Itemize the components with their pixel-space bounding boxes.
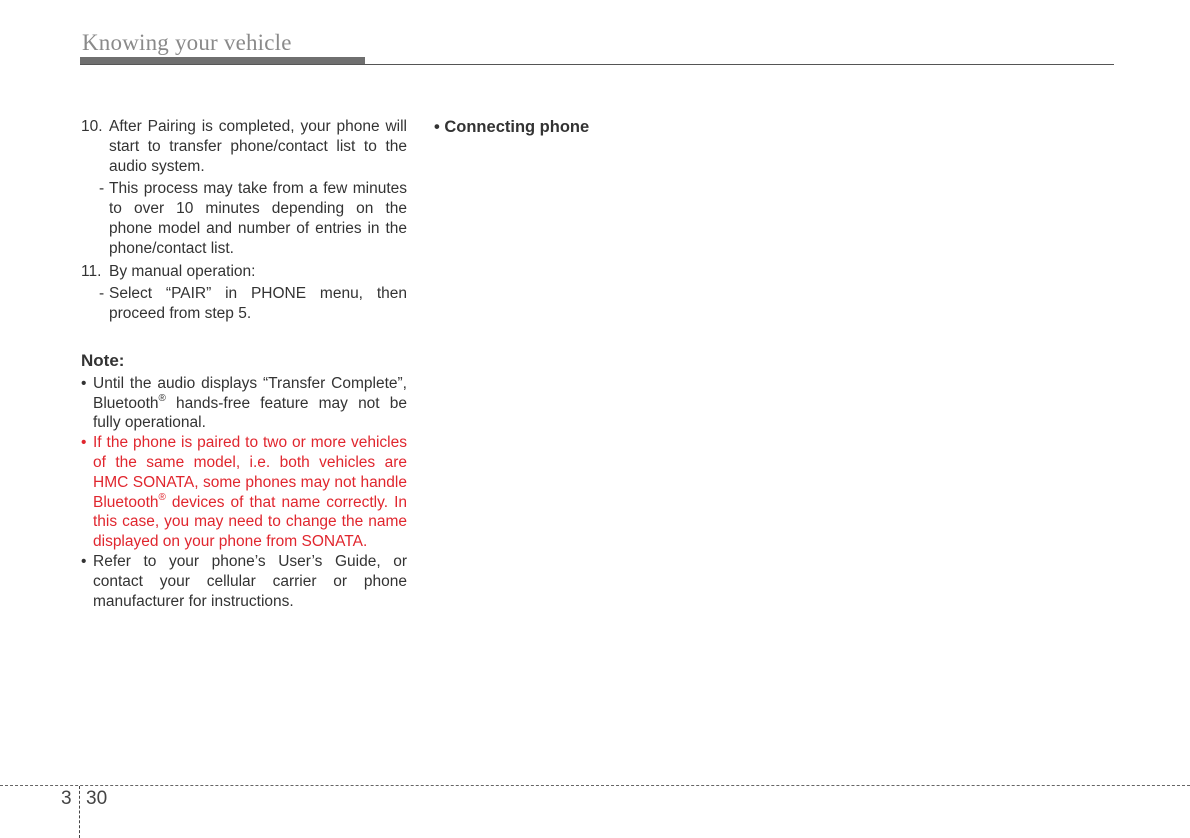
note-bullet-text bbox=[93, 433, 407, 552]
note-bullet-1 bbox=[81, 374, 407, 433]
right-column bbox=[434, 117, 764, 137]
chapter-number: 3 bbox=[61, 788, 72, 809]
bullet-marker: • bbox=[81, 434, 87, 452]
page-header-title: Knowing your vehicle bbox=[82, 30, 292, 55]
note-bullet-3 bbox=[81, 552, 407, 611]
registered-mark: ® bbox=[158, 392, 166, 404]
sub-text: Select “PAIR” in PHONE menu, then proceed from step 5. bbox=[109, 285, 407, 323]
dash-marker: - bbox=[99, 285, 105, 303]
bullet-marker: • bbox=[81, 374, 87, 392]
note-bullet-text-part: Until the audio displays “Transfer Complete”, Bluetooth bbox=[93, 374, 407, 412]
step-10-sub bbox=[81, 179, 407, 258]
sub-text: This process may take from a few minutes to over 10 minutes depending on the phone model and number of entries in the phone/contact list. bbox=[109, 180, 407, 257]
section-title-connecting-phone: • Connecting phone bbox=[434, 118, 590, 136]
footer-page-divider bbox=[79, 786, 80, 838]
note-bullet-text-part: hands-free feature may not be fully operational. bbox=[93, 394, 407, 432]
step-text: After Pairing is completed, your phone will start to transfer phone/contact list to the audio system. bbox=[109, 118, 407, 175]
note-bullet-2 bbox=[81, 433, 407, 552]
step-11 bbox=[81, 262, 407, 282]
dash-marker: - bbox=[99, 180, 105, 198]
left-column bbox=[81, 117, 407, 611]
header-rule bbox=[80, 64, 1114, 65]
note-bullet-text bbox=[93, 374, 407, 433]
step-11-sub bbox=[81, 284, 407, 324]
note-bullet-text-part: If the phone is paired to two or more vehicles of the same model, i.e. both vehicles are HMC SONATA, some phones may not handle Bluetooth bbox=[93, 434, 407, 511]
bullet-marker: • bbox=[81, 552, 87, 570]
note-bullet-text: Refer to your phone’s User’s Guide, or contact your cellular carrier or phone manufacturer for instructions. bbox=[93, 552, 407, 610]
registered-mark: ® bbox=[158, 491, 166, 503]
note-title: Note: bbox=[81, 350, 125, 370]
step-number: 11. bbox=[81, 262, 102, 280]
page-number: 30 bbox=[86, 788, 108, 809]
note-bullet-text-part: devices of that name correctly. In this case, you may need to change the name displayed on your phone from SONATA. bbox=[93, 493, 407, 551]
step-text: By manual operation: bbox=[109, 262, 256, 280]
footer-dashed-rule bbox=[0, 785, 1190, 786]
step-10 bbox=[81, 117, 407, 176]
step-number: 10. bbox=[81, 118, 103, 135]
